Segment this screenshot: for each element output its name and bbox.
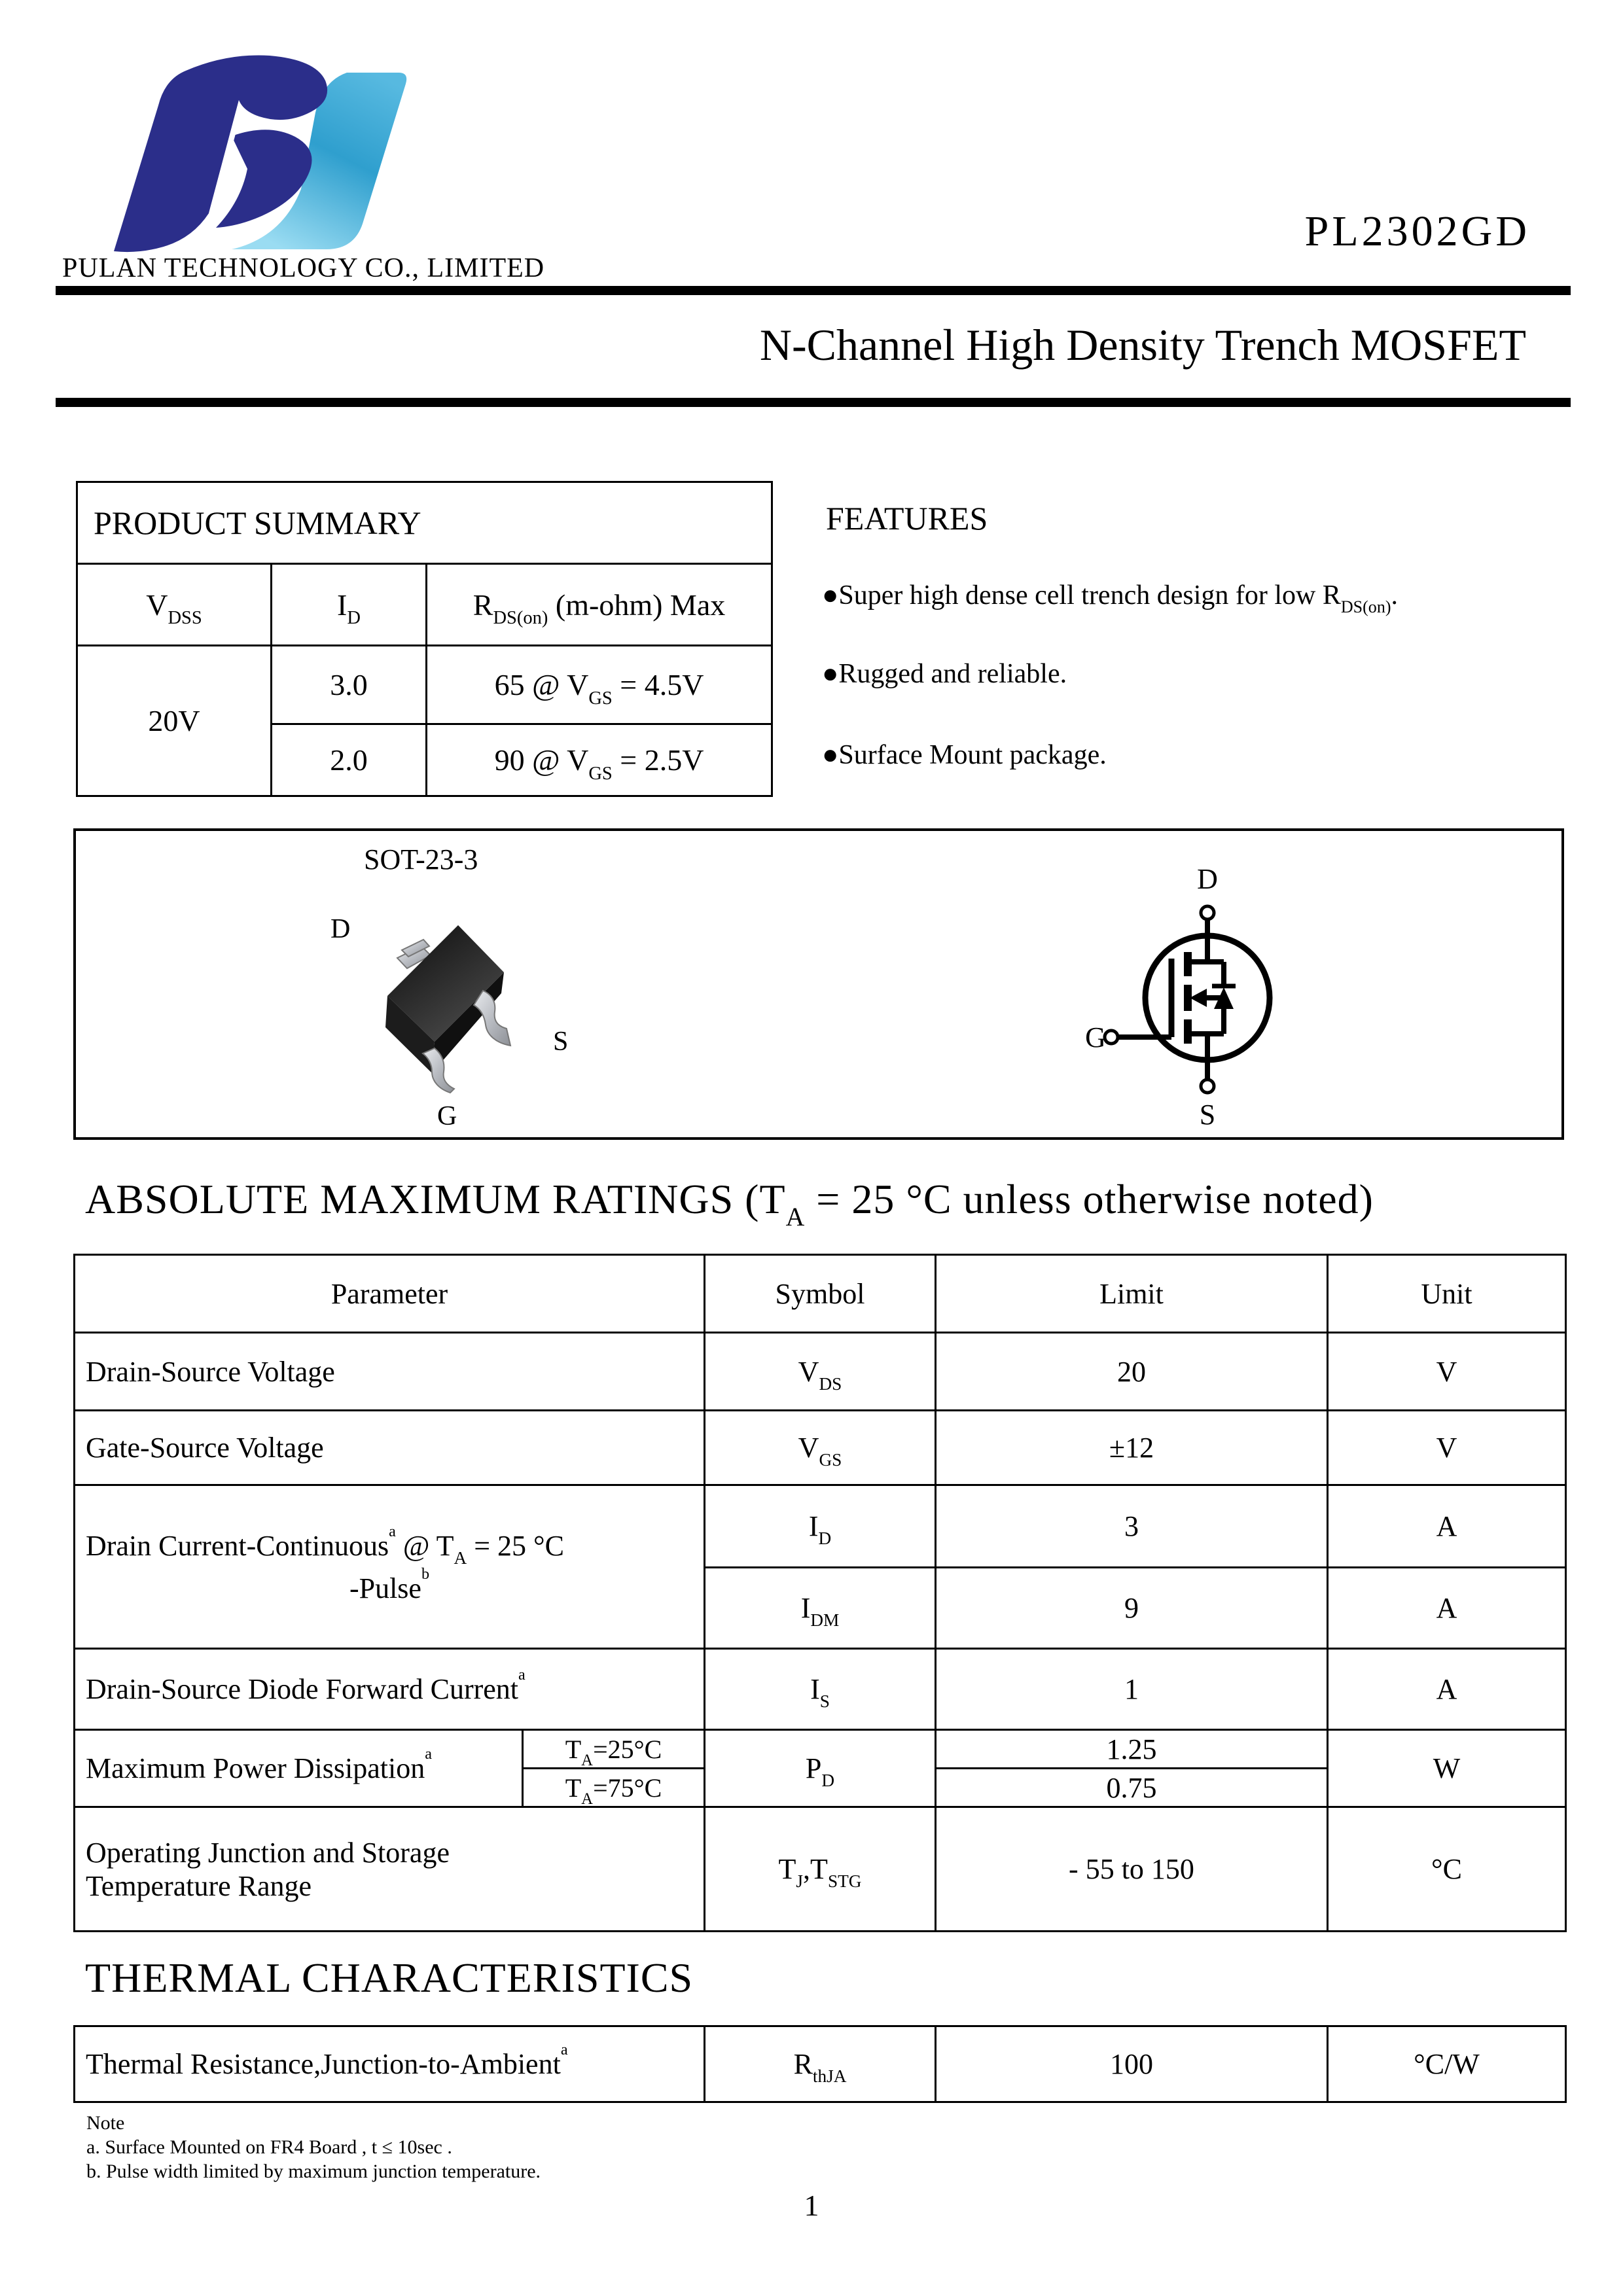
symbol-pin-label-s: S — [1199, 1099, 1216, 1131]
vdss-value: 20V — [77, 646, 272, 796]
row-vds: Drain-Source Voltage $V_{DS}$ 20 V — [75, 1333, 1566, 1411]
part-number: PL2302GD — [1304, 207, 1530, 255]
row-vgs: Gate-Source Voltage $V_{GS}$ ±12 V — [75, 1411, 1566, 1485]
abs-max-heading: ABSOLUTE MAXIMUM RATINGS ($T_A = 25$ °C unless otherwise noted) — [85, 1176, 1374, 1231]
abs-max-header-row — [75, 1255, 1566, 1333]
notes-block — [86, 2111, 541, 2183]
col-header-id: $I_D$ — [272, 564, 427, 646]
id-value-row2: 2.0 — [272, 724, 427, 796]
row-idm: $I_{DM}$ 9 A — [75, 1568, 1566, 1649]
product-summary-heading: PRODUCT SUMMARY — [77, 482, 772, 564]
id-value-row1: 3.0 — [272, 646, 427, 724]
note-a: a. Surface Mounted on FR4 Board , t ≤ 10sec . — [86, 2136, 452, 2158]
col-header-rdson: $R_{DS(on)}$ (m-ohm) Max — [427, 564, 772, 646]
header-rule — [56, 286, 1571, 295]
product-summary-table — [76, 481, 773, 797]
company-name: PULAN TECHNOLOGY CO., LIMITED — [62, 253, 545, 283]
col-symbol: Symbol — [705, 1255, 936, 1333]
rdson-value-row1: 65 @ $V_{GS} = 4.5V$ — [427, 646, 772, 724]
col-header-vdss: $V_{DSS}$ — [77, 564, 272, 646]
symbol-pin-label-g: G — [1085, 1021, 1106, 1053]
page-title: N-Channel High Density Trench MOSFET — [759, 320, 1526, 370]
package-pin-label-g: G — [437, 1101, 457, 1131]
rdson-value-row2: 90 @ $V_{GS} = 2.5V$ — [427, 724, 772, 796]
symbol-pin-label-d: D — [1197, 863, 1218, 895]
title-rule — [56, 398, 1571, 407]
package-name: SOT-23-3 — [364, 843, 478, 875]
feature-item: ●Surface Mount package. — [822, 740, 1107, 770]
package-pin-label-s: S — [553, 1027, 569, 1057]
abs-max-table — [73, 1254, 1567, 1932]
page-number: 1 — [804, 2189, 819, 2222]
mosfet-symbol-icon — [1067, 851, 1348, 1139]
note-b: b. Pulse width limited by maximum junction temperature. — [86, 2161, 541, 2182]
package-pin-label-d: D — [330, 914, 351, 944]
row-rthja: Thermal Resistance,Junction-to-Ambient$^a$ $R_{thJA}$ 100 °C/W — [75, 2026, 1566, 2102]
note-title: Note — [86, 2112, 125, 2134]
sot23-package-icon — [361, 917, 531, 1094]
row-pd-25: Maximum Power Dissipation$^a$ $T_A=25^\circ C$ $P_D$ 1.25 W — [75, 1730, 1566, 1769]
col-parameter: Parameter — [75, 1255, 705, 1333]
feature-item: ●Super high dense cell trench design for low $R_{DS(on)}$. — [822, 580, 1399, 616]
col-unit: Unit — [1328, 1255, 1566, 1333]
row-pd-75: $T_A=75^\circ C$ 0.75 — [75, 1769, 1566, 1807]
thermal-table — [73, 2025, 1567, 2103]
features-heading: FEATURES — [826, 500, 988, 537]
feature-item: ●Rugged and reliable. — [822, 659, 1067, 689]
row-tj-tstg: Operating Junction and Storage Temperature Range $T_J,T_{STG}$ - 55 to 150 °C — [75, 1807, 1566, 1932]
row-is: Drain-Source Diode Forward Current$^a$ $I_S$ 1 A — [75, 1649, 1566, 1730]
row-id: Drain Current-Continuous$^a$ @ $T_A = 25$ °C -Pulse$^b$ $I_D$ 3 A — [75, 1485, 1566, 1568]
col-limit: Limit — [936, 1255, 1328, 1333]
thermal-heading: THERMAL CHARACTERISTICS — [85, 1954, 694, 2001]
